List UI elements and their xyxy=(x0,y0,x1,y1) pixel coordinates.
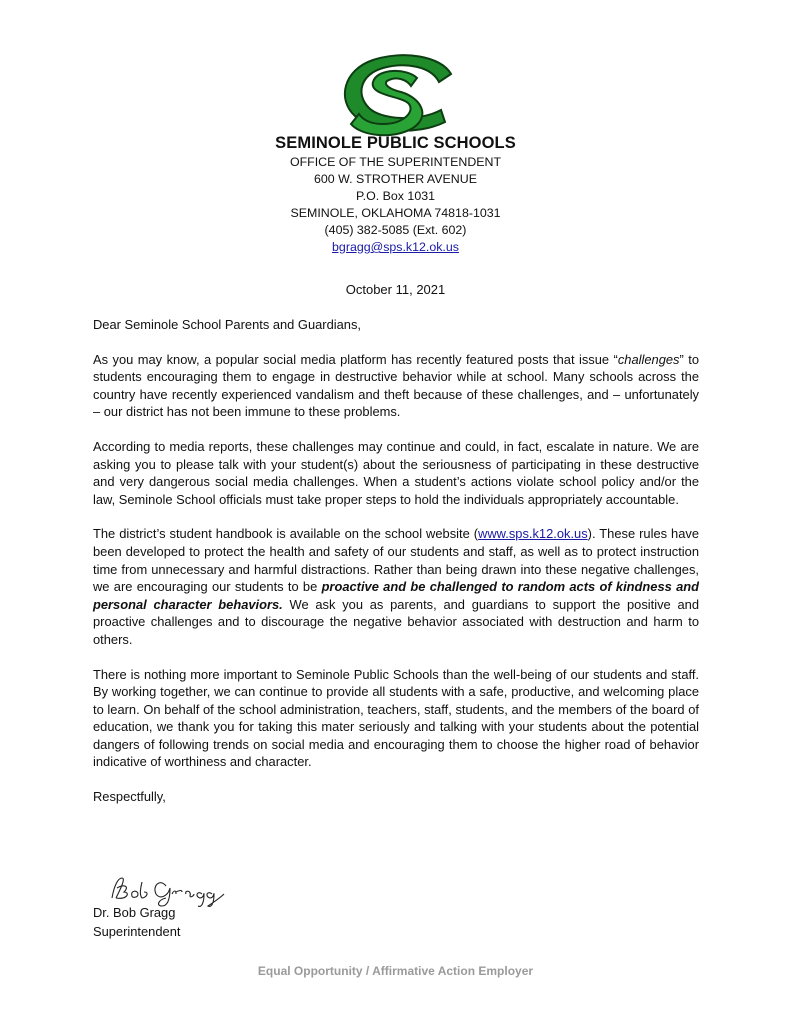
office-line: OFFICE OF THE SUPERINTENDENT xyxy=(289,155,502,169)
city-state-zip: SEMINOLE, OKLAHOMA 74818-1031 xyxy=(290,206,501,220)
letter-body xyxy=(93,316,699,823)
website-link[interactable]: www.sps.k12.ok.us xyxy=(478,526,588,542)
signer-name: Dr. Bob Gragg xyxy=(93,905,176,920)
phone-number: (405) 382-5085 (Ext. 602) xyxy=(324,223,467,237)
footer-eoe: Equal Opportunity / Affirmative Action Employer xyxy=(257,964,534,978)
handwritten-signature xyxy=(108,872,228,908)
signer-title: Superintendent xyxy=(93,923,181,939)
emphasis-text: proactive and be challenged to random acts of kindness and personal character behaviors. xyxy=(93,579,699,612)
greeting: Dear Seminole School Parents and Guardians, xyxy=(93,317,361,332)
org-name: SEMINOLE PUBLIC SCHOOLS xyxy=(275,134,516,152)
paragraph-3-text: The district’s student handbook is available on the school website ( xyxy=(93,526,479,542)
paragraph-3-text-end: We ask you as parents, and guardians to support the positive and proactive challenges and to discourage the negative behavior associated with destruction and harm to others. xyxy=(93,596,699,647)
paragraph-4: There is nothing more important to Seminole Public Schools than the well-being of our students and staff. By working together, we can continue to provide all students with a safe, productive, and welcoming place to learn. On behalf of the school administration, teachers, staff, students, and the members of the board of education, we thank you for taking this mater seriously and talking with your students about the potential dangers of following trends on social media and encouraging them to choose the higher road of behavior indicative of worthiness and character. xyxy=(93,666,699,770)
letterhead xyxy=(0,132,791,256)
paragraph-2: According to media reports, these challenges may continue and could, in fact, escalate in nature. We are asking you to please talk with your student(s) about the seriousness of participating in these destructive and very dangerous social media challenges. When a student’s actions violate school policy and/or the law, Seminole School officials must take proper steps to hold the individuals appropriately accountable. xyxy=(93,438,699,507)
email-link[interactable]: bgragg@sps.k12.ok.us xyxy=(332,240,459,254)
paragraph-1-text-cont: ” to students encouraging them to engage in destructive behavior while at school. Many schools across the country have recently experienced vandalism and theft because of these challenges, and – unfortunately – our district has not been immune to these problems. xyxy=(93,351,699,420)
paragraph-3 xyxy=(93,525,699,648)
closing: Respectfully, xyxy=(93,789,166,805)
street-address: 600 W. STROTHER AVENUE xyxy=(314,172,477,186)
sc-monogram-logo xyxy=(333,52,455,138)
signer-block xyxy=(93,904,180,941)
letter-date: October 11, 2021 xyxy=(345,282,446,297)
po-box: P.O. Box 1031 xyxy=(356,189,435,203)
paragraph-3-text-cont: ). These rules have been developed to protect the health and safety of our students and staff, as well as to protect instruction time from unnecessary and harmful distractions. Rather than being drawn into these negative challenges, we are encouraging our students to be xyxy=(93,526,699,595)
challenges-italic: challenges xyxy=(617,351,680,367)
paragraph-1-text: As you may know, a popular social media platform has recently featured posts that issue “ xyxy=(93,351,618,367)
paragraph-1 xyxy=(93,351,699,421)
